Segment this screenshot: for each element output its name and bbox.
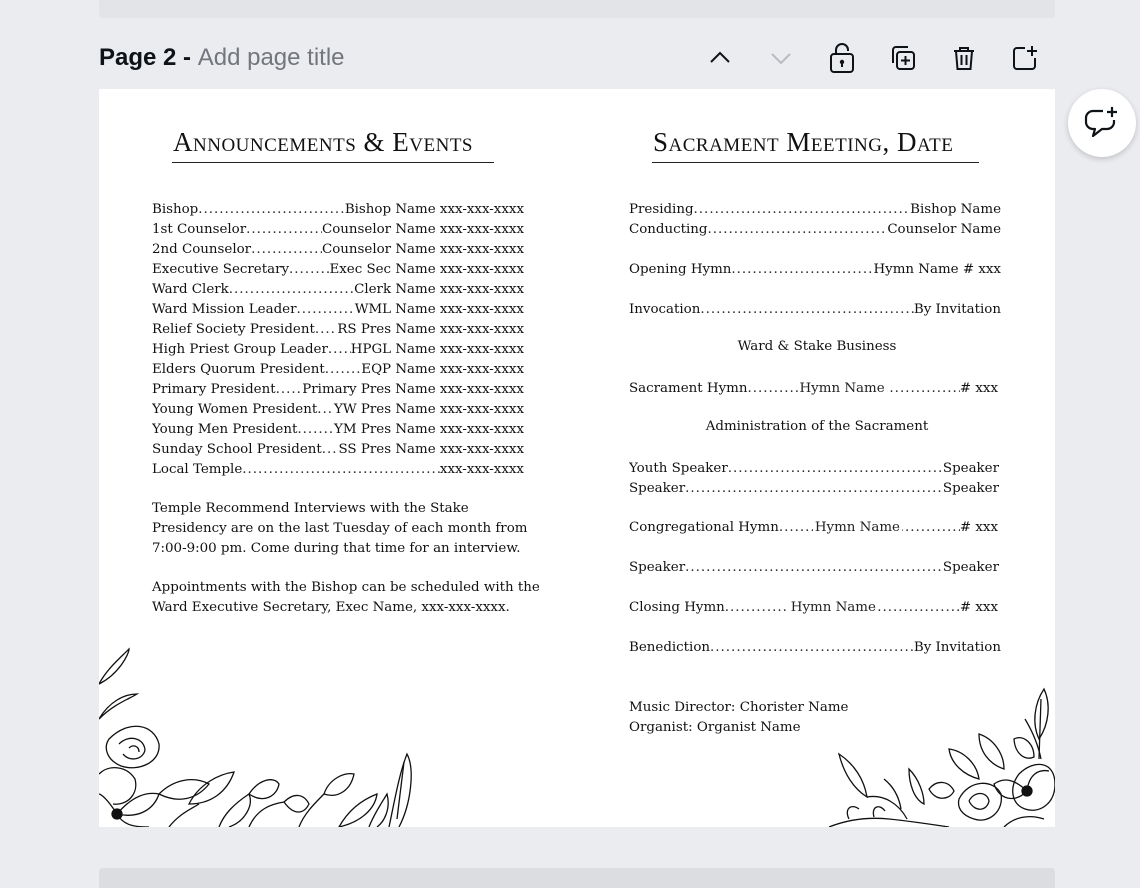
- contact-role: Young Men President: [152, 422, 298, 437]
- contact-role: 2nd Counselor: [152, 242, 252, 257]
- duplicate-page-button[interactable]: [872, 40, 933, 76]
- contact-role: 1st Counselor: [152, 222, 247, 237]
- left-title-underline: [172, 162, 494, 163]
- contact-row: [152, 440, 524, 460]
- contact-value: YM Pres Name xxx-xxx-xxxx: [334, 422, 524, 437]
- contact-role: Elders Quorum President: [152, 362, 325, 377]
- contact-value: EQP Name xxx-xxx-xxxx: [361, 362, 524, 377]
- leader-dots: [246, 220, 322, 240]
- floral-corner-left-illustration: [99, 644, 419, 827]
- next-page-edge: [99, 868, 1055, 888]
- program-row-congregational-hymn: Congregational Hymn # xxx ..... Hymn Name: [629, 518, 998, 538]
- contact-row: [152, 280, 524, 300]
- leader-dots: [276, 380, 303, 400]
- design-page-canvas[interactable]: [99, 89, 1055, 827]
- contact-row: [152, 420, 524, 440]
- program-row-speaker-1: Speaker Speaker .....: [629, 479, 999, 499]
- contact-value: Counselor Name xxx-xxx-xxxx: [321, 222, 524, 237]
- leader-dots: [317, 400, 334, 420]
- contact-value: Counselor Name xxx-xxx-xxxx: [321, 242, 524, 257]
- contact-value: Primary Pres Name xxx-xxx-xxxx: [302, 382, 524, 397]
- contact-value: Clerk Name xxx-xxx-xxxx: [354, 282, 524, 297]
- program-row-youth-speaker: Youth Speaker Speaker .....: [629, 459, 999, 479]
- program-row-speaker-2: Speaker Speaker .....: [629, 558, 999, 578]
- contact-role: Ward Clerk: [152, 282, 229, 297]
- temple-recommend-paragraph: Temple Recommend Interviews with the Stake Presidency are on the last Tuesday of each month from 7:00-9:00 pm. Come during that time for an interview.: [152, 501, 528, 556]
- lock-page-button[interactable]: [811, 40, 872, 76]
- contact-role: High Priest Group Leader: [152, 342, 328, 357]
- duplicate-page-icon: [889, 44, 917, 72]
- contact-value: WML Name xxx-xxx-xxxx: [354, 302, 524, 317]
- contact-role: Young Women President: [152, 402, 318, 417]
- program-row-presiding: Presiding Bishop Name .....: [629, 200, 1001, 220]
- leader-dots: [322, 440, 339, 460]
- leader-dots: [242, 460, 440, 480]
- contact-row: [152, 320, 524, 340]
- leader-dots: [297, 420, 334, 440]
- contact-row: [152, 340, 524, 360]
- contact-role: Ward Mission Leader: [152, 302, 297, 317]
- contact-value: HPGL Name xxx-xxx-xxxx: [350, 342, 524, 357]
- contact-role: Local Temple: [152, 462, 243, 477]
- program-row-benediction: Benediction By Invitation .....: [629, 638, 1001, 658]
- add-page-button[interactable]: [994, 40, 1055, 76]
- contact-row: [152, 460, 524, 480]
- page-label: [99, 44, 345, 72]
- right-title-underline: [652, 162, 979, 163]
- contact-row: [152, 300, 524, 320]
- comment-add-icon: [1083, 105, 1121, 141]
- leader-dots: [251, 240, 322, 260]
- add-page-icon: [1011, 44, 1039, 72]
- lock-icon: [828, 42, 856, 74]
- page-number-label: Page 2 -: [99, 44, 198, 71]
- move-page-up-button[interactable]: [689, 40, 750, 76]
- chevron-down-icon: [768, 45, 794, 71]
- contact-row: [152, 260, 524, 280]
- contact-value: Exec Sec Name xxx-xxx-xxxx: [329, 262, 524, 277]
- program-row-sacrament-hymn: Sacrament Hymn # xxx ..... Hymn Name: [629, 379, 998, 399]
- contact-role: Relief Society President: [152, 322, 315, 337]
- leader-dots: [315, 320, 337, 340]
- previous-page-edge: [99, 0, 1055, 18]
- program-row-conducting: Conducting Counselor Name .....: [629, 220, 1001, 240]
- contact-row: [152, 200, 524, 220]
- contact-row: [152, 380, 524, 400]
- left-column-title: Announcements & Events: [173, 127, 473, 157]
- ward-stake-business: Ward & Stake Business: [737, 339, 897, 354]
- contact-value: Bishop Name xxx-xxx-xxxx: [344, 202, 524, 217]
- move-page-down-button[interactable]: [750, 40, 811, 76]
- music-director-line: Music Director: Chorister Name: [629, 700, 849, 715]
- contact-value: xxx-xxx-xxxx: [439, 462, 524, 477]
- leader-dots: [289, 260, 329, 280]
- page-header: [99, 40, 1055, 80]
- floral-corner-right-illustration: [829, 679, 1055, 827]
- organist-line: Organist: Organist Name: [629, 720, 801, 735]
- add-comment-button[interactable]: [1068, 89, 1136, 157]
- contact-role: Bishop: [152, 202, 199, 217]
- bishop-appointments-paragraph: Appointments with the Bishop can be scheduled with the Ward Executive Secretary, Exec Name, xxx-xxx-xxxx.: [152, 580, 540, 615]
- contact-value: RS Pres Name xxx-xxx-xxxx: [337, 322, 524, 337]
- right-column-title: Sacrament Meeting, Date: [653, 127, 954, 157]
- contact-row: [152, 400, 524, 420]
- trash-icon: [951, 44, 977, 72]
- leader-dots: [229, 280, 354, 300]
- chevron-up-icon: [707, 45, 733, 71]
- program-row-closing-hymn: Closing Hymn # xxx ..... Hymn Name: [629, 598, 998, 618]
- leader-dots: [198, 200, 345, 220]
- contact-row: [152, 220, 524, 240]
- contact-value: YW Pres Name xxx-xxx-xxxx: [334, 402, 524, 417]
- administration-of-sacrament: Administration of the Sacrament: [705, 419, 929, 434]
- leader-dots: [328, 340, 351, 360]
- delete-page-button[interactable]: [933, 40, 994, 76]
- contact-row: [152, 240, 524, 260]
- leader-dots: [296, 300, 354, 320]
- program-row-opening-hymn: Opening Hymn Hymn Name # xxx .....: [629, 260, 1001, 280]
- contact-role: Sunday School President: [152, 442, 322, 457]
- page-title-input[interactable]: Add page title: [197, 44, 345, 71]
- contact-role: Executive Secretary: [152, 262, 290, 277]
- contact-role: Primary President: [152, 382, 276, 397]
- contact-row: [152, 360, 524, 380]
- program-row-invocation: Invocation By Invitation .....: [629, 300, 1001, 320]
- leader-dots: [325, 360, 362, 380]
- contact-value: SS Pres Name xxx-xxx-xxxx: [338, 442, 524, 457]
- page-toolbar: [689, 40, 1055, 76]
